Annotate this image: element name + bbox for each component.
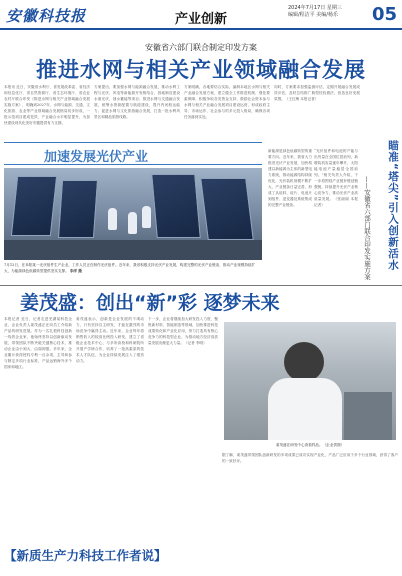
photo-caption — [4, 262, 262, 274]
story1-headline: 推进水网与相关产业领域融合发展 — [36, 58, 366, 82]
story1-lead: 本报讯 近日，安徽省水利厅、省发展改革委、省经济和信息化厅、省自然资源厅、省生态环境厅、省农业农村厅联合印发《推进水网与相关产业领域融合发展实施方案》，明确到2027年，水网与能源、交通、文化旅游、农业等产业领域融合发展格局初步形成，一批示范项目建成见效，产业融合水平明显提升，为加快建设现代化美好安徽提供有力支撑。 — [4, 85, 90, 125]
story1-column-5: 新能源是绿色低碳转型的重要方向。近年来，我省大力推进光伏产业发展，加快构建以新能源为主体的新型电力系统，推动能源结构持续优化，光伏装机规模不断扩大，产业链条日益完善，形成了从硅料、硅片、电池片到组件、逆变器及系统集成的完整产业链条。 — [268, 149, 312, 207]
story2-column-4: 据了解，姜茂盛带领团队创新研发的多项成果已成功实现产业化，产品广泛应用于多个行业领域，获得了客户的一致好评。 — [222, 453, 398, 463]
story1-column-4: 同时，方案要求加强监测评估，定期开展融合发展成效评估，及时总结推广典型经验做法，营造良好发展氛围。（王红梅 本报记者） — [274, 85, 360, 101]
portrait-photo — [224, 322, 396, 440]
masthead: 安徽科技报 — [6, 7, 87, 25]
side-subheadline: ——安徽省六部门联合印发实施方案 — [363, 176, 371, 280]
story2-column-1: 本报记者 近日，记者走进芜湖某科技企业，企业负责人姜茂盛正在向员工介绍新产品的研发进展。作为一名扎根科技创新一线的企业家，他始终坚持以创新驱动发展，带领团队不断突破关键核心技术，推动企业由小到大、由弱到强。多年来，企业累计获得授权专利一百余项，主导和参与制定多项行业标准，产品远销海外多个国家和地区。 — [4, 317, 72, 369]
column-label-bar — [4, 545, 184, 567]
side-headline: 瞄准“塔尖”引入创新活水 — [387, 140, 399, 271]
workbench — [4, 240, 262, 260]
column-label-prefix: 【新质生产力 — [4, 548, 80, 563]
subhead-rule-top — [4, 142, 262, 143]
subhead-rule-bottom — [4, 164, 262, 165]
story1-column-2: 方案提出，要加强水网与能源融合发展，推动水利工程与光伏、风电等新能源开发相结合，因地制宜建设水面光伏、抽水蓄能等项目；推进水网与交通融合发展，统筹水资源配置与航道建设，提升内河航运能力；促进水网与文化旅游融合发展，打造一批水利风景区和精品旅游线路。 — [94, 85, 180, 119]
dateline — [288, 5, 342, 19]
person-coat — [268, 378, 342, 440]
solar-panel — [11, 176, 57, 236]
story2-headline: 姜茂盛：创出“新”彩 逐梦未来 — [20, 292, 280, 314]
column-label-suffix: 】 — [154, 548, 167, 563]
page-number: 05 — [372, 4, 398, 25]
solar-panel — [200, 178, 254, 240]
section-title: 产业创新 — [174, 12, 227, 27]
column-label-emphasis: 科技工作者说 — [79, 548, 155, 563]
solar-panel — [58, 180, 98, 238]
story1-kicker: 安徽省六部门联合制定印发方案 — [145, 43, 257, 52]
date: 2024年7月17日 星期三 — [288, 5, 342, 11]
story2-column-2: 姜茂盛表示，创新是企业发展的不竭动力，只有坚持自主研发，才能在激烈的市场竞争中赢得主动。近年来，企业每年将销售收入的较高比例投入研发，建立了省级企业技术中心，与多所高校和科研院所开展产学研合作，培养了一批高素质的技术人才队伍，为企业持续发展注入了强劲动力。 — [76, 317, 144, 363]
worker-figure — [128, 212, 137, 234]
caption-text: 7月12日，在阜阳某一光伏组件生产企业，工作人员正在制作光伏组件。近年来，我省积极支持光伏产业发展，构建完整的光伏产业链条，推动产业规模持续扩大，为能源绿色低碳转型提供坚实支撑。 — [4, 263, 256, 273]
story2-column-3: 下一步，企业将继续加大研发投入力度，聚焦新材料、智能制造等领域，加快推进科技成果转化和产业化应用，努力打造具有核心竞争力的科技型企业，为推动地方经济高质量发展贡献更大力量。（记者 李明） — [148, 317, 218, 345]
story1-subhead: 加速发展光伏产业 — [44, 150, 149, 165]
caption-credit: 李洋 摄 — [69, 269, 82, 273]
worker-figure — [108, 208, 117, 230]
solar-factory-photo — [4, 168, 262, 260]
solar-panel — [151, 174, 201, 238]
person-head — [284, 342, 324, 382]
section-separator — [0, 285, 402, 286]
story1-column-3: 方案明确，各地要结合实际，编制本地区水网与相关产业融合发展方案，建立健全工作推进机制，强化要素保障，积极争取各类资金支持，鼓励社会资本参与水网与相关产业融合发展项目建设运营，形成政府主导、市场运作、社会参与的多元投入格局，确保各项任务落到实处。 — [184, 85, 270, 119]
lab-equipment — [344, 392, 392, 440]
story1-column-6: “光伏组件和电池的产能与出货量在全国位居前列，新增装机容量逐年攀升，太阳能电池产量稳居全国前列。”相关负责人介绍，下一步将围绕产业链补链延链强链，持续提升光伏产业核心竞争力，推动光伏产业高质量发展。（张丽丽 本报记者） — [314, 149, 358, 207]
portrait-caption: 姜茂盛在研发中心查看样品。（企业供图） — [275, 443, 345, 447]
page-header — [0, 0, 402, 30]
worker-figure — [142, 206, 151, 228]
editor-credit: 编辑/程洁平 美编/杨乐 — [288, 12, 338, 18]
